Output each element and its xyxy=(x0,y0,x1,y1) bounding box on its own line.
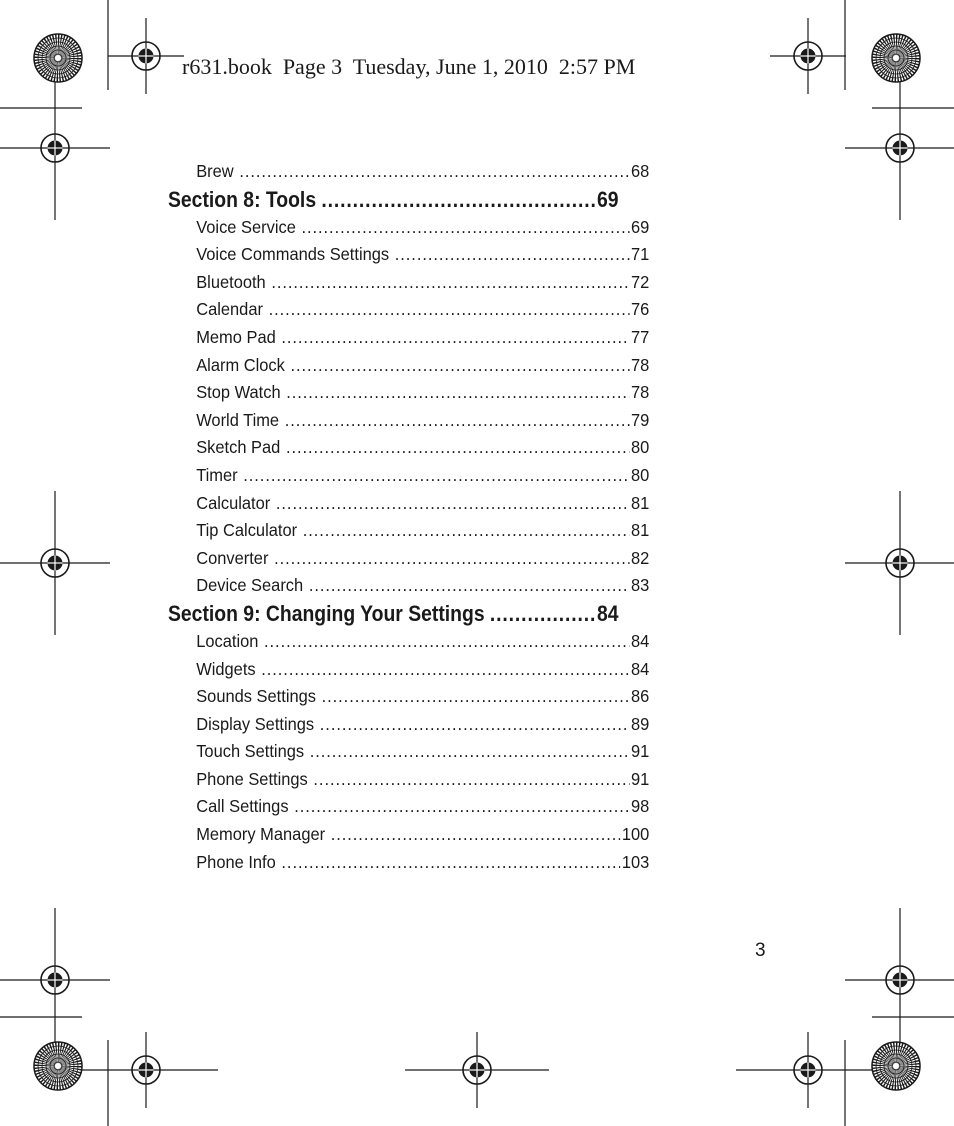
dot-leader xyxy=(395,241,629,269)
crosshair-circle-icon xyxy=(736,1032,880,1108)
toc-entry-page: 68 xyxy=(630,161,650,181)
toc-entry xyxy=(168,214,649,242)
dot-leader xyxy=(276,490,629,518)
toc-entry-label: Voice Commands Settings xyxy=(196,244,390,265)
dot-leader xyxy=(281,849,620,877)
toc-entry-label: Calendar xyxy=(196,299,263,320)
toc-entry-page: 79 xyxy=(630,409,650,430)
dot-leader xyxy=(310,738,629,766)
toc-entry-label: Brew xyxy=(196,161,234,181)
dot-leader xyxy=(322,683,629,711)
dot-leader xyxy=(274,545,629,573)
toc-entry-label: Phone Settings xyxy=(196,768,308,789)
dot-leader xyxy=(309,572,629,600)
toc-entry-page: 91 xyxy=(630,741,650,762)
toc-entry-label: Touch Settings xyxy=(196,741,305,762)
toc-entry-page: 84 xyxy=(597,600,619,626)
dot-leader xyxy=(261,656,629,684)
dot-leader xyxy=(320,711,629,739)
toc-entry-label: Tip Calculator xyxy=(196,520,298,541)
toc-entry-page: 69 xyxy=(630,216,650,237)
dot-leader xyxy=(313,766,629,794)
toc-entry xyxy=(168,849,649,877)
dot-leader xyxy=(269,296,629,324)
toc-entry-page: 86 xyxy=(630,686,650,707)
toc-entry-page: 71 xyxy=(630,244,650,265)
toc-entry xyxy=(168,407,649,435)
crosshair-circle-icon xyxy=(74,1032,218,1108)
starburst-target-icon xyxy=(872,34,920,82)
toc-entry xyxy=(168,683,649,711)
dot-leader xyxy=(264,628,629,656)
toc-entry-page: 84 xyxy=(630,658,650,679)
table-of-contents xyxy=(168,158,680,876)
dot-leader xyxy=(303,517,629,545)
toc-entry xyxy=(168,545,649,573)
toc-section-heading xyxy=(168,186,619,214)
dot-leader xyxy=(286,434,629,462)
toc-entry-page: 91 xyxy=(630,768,650,789)
dot-leader xyxy=(321,186,595,214)
toc-entry-label: Alarm Clock xyxy=(196,354,285,375)
toc-entry-label: Sketch Pad xyxy=(196,437,281,458)
toc-entry xyxy=(168,462,649,490)
crosshair-circle-icon xyxy=(0,908,110,1052)
toc-entry xyxy=(168,379,649,407)
toc-entry-label: Memory Manager xyxy=(196,824,326,845)
toc-entry-label: Sounds Settings xyxy=(196,686,317,707)
toc-entry xyxy=(168,738,649,766)
toc-entry-label: Section 8: Tools xyxy=(168,186,317,212)
toc-entry xyxy=(168,158,649,186)
toc-entry-page: 84 xyxy=(630,630,650,651)
dot-leader xyxy=(271,269,629,297)
toc-entry xyxy=(168,241,649,269)
toc-entry xyxy=(168,793,649,821)
dot-leader xyxy=(490,600,595,628)
crosshair-circle-icon xyxy=(845,491,954,635)
starburst-target-icon xyxy=(872,1042,920,1090)
toc-entry xyxy=(168,296,649,324)
toc-entry xyxy=(168,766,649,794)
crosshair-circle-icon xyxy=(845,908,954,1052)
toc-entry-page: 72 xyxy=(630,271,650,292)
toc-entry-label: Device Search xyxy=(196,575,304,596)
toc-entry xyxy=(168,656,649,684)
dot-leader xyxy=(243,462,629,490)
crosshair-circle-icon xyxy=(0,491,110,635)
toc-entry-page: 100 xyxy=(621,824,650,845)
toc-entry xyxy=(168,711,649,739)
toc-entry-page: 83 xyxy=(630,575,650,596)
toc-entry xyxy=(168,490,649,518)
crosshair-circle-icon xyxy=(405,1032,549,1108)
toc-entry-label: Bluetooth xyxy=(196,271,266,292)
dot-leader xyxy=(331,821,620,849)
toc-entry-label: Memo Pad xyxy=(196,326,276,347)
page-number: 3 xyxy=(755,940,766,961)
toc-entry-label: Display Settings xyxy=(196,713,315,734)
toc-entry-page: 81 xyxy=(630,520,650,541)
toc-entry-page: 80 xyxy=(630,464,650,485)
print-slug-header: r631.book Page 3 Tuesday, June 1, 2010 2:57 PM xyxy=(182,54,636,79)
toc-entry-label: Widgets xyxy=(196,658,256,679)
toc-entry xyxy=(168,821,649,849)
toc-entry-label: Voice Service xyxy=(196,216,296,237)
dot-leader xyxy=(294,793,629,821)
crosshair-circle-icon xyxy=(845,76,954,220)
toc-entry xyxy=(168,324,649,352)
toc-entry xyxy=(168,628,649,656)
toc-entry-label: Calculator xyxy=(196,492,271,513)
crosshair-circle-icon xyxy=(770,18,846,94)
toc-entry-label: Phone Info xyxy=(196,851,276,872)
toc-entry-label: Timer xyxy=(196,464,238,485)
crosshair-circle-icon xyxy=(0,76,110,220)
toc-entry-page: 76 xyxy=(630,299,650,320)
toc-entry-page: 98 xyxy=(630,796,650,817)
toc-entry-page: 81 xyxy=(630,492,650,513)
dot-leader xyxy=(291,352,630,380)
toc-entry-page: 89 xyxy=(630,713,650,734)
toc-entry-page: 77 xyxy=(630,326,650,347)
toc-entry-page: 82 xyxy=(630,547,650,568)
toc-entry-page: 78 xyxy=(630,382,650,403)
toc-entry-page: 78 xyxy=(630,354,650,375)
toc-entry xyxy=(168,269,649,297)
toc-section-heading xyxy=(168,600,619,628)
toc-entry xyxy=(168,352,649,380)
toc-entry xyxy=(168,434,649,462)
dot-leader xyxy=(302,214,630,242)
dot-leader xyxy=(286,379,629,407)
toc-entry-page: 103 xyxy=(621,851,650,872)
starburst-target-icon xyxy=(34,34,82,82)
toc-entry-label: World Time xyxy=(196,409,280,430)
crosshair-circle-icon xyxy=(108,18,184,94)
dot-leader xyxy=(285,407,629,435)
dot-leader xyxy=(281,324,629,352)
toc-entry-label: Stop Watch xyxy=(196,382,281,403)
starburst-target-icon xyxy=(34,1042,82,1090)
dot-leader xyxy=(239,158,629,186)
toc-entry xyxy=(168,572,649,600)
toc-entry xyxy=(168,517,649,545)
toc-entry-label: Call Settings xyxy=(196,796,289,817)
toc-entry-label: Converter xyxy=(196,547,269,568)
toc-entry-label: Section 9: Changing Your Settings xyxy=(168,600,485,626)
toc-entry-label: Location xyxy=(196,630,259,651)
toc-entry-page: 69 xyxy=(597,186,619,212)
toc-entry-page: 80 xyxy=(630,437,650,458)
